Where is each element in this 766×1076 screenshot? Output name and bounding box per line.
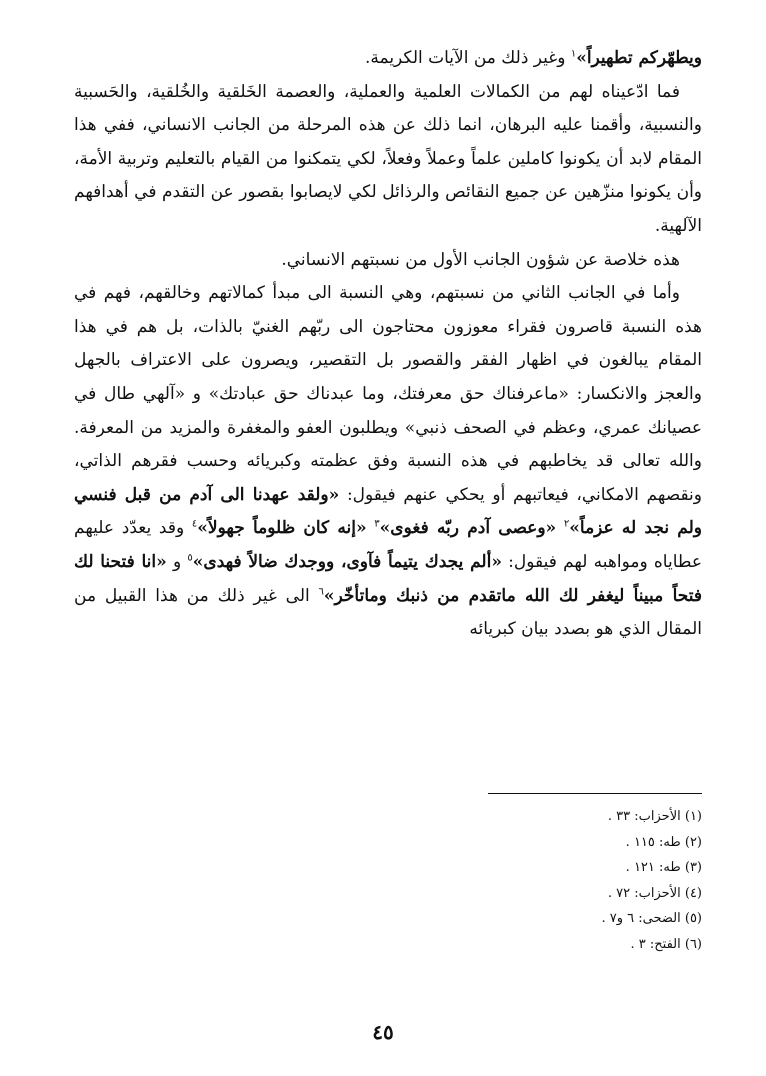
footnote-1: (١) الأحزاب: ٣٣ . [607,809,702,824]
paragraph [74,42,702,76]
quoted-verse: «انا فتحنا لك فتحاً مبيناً ليغفر لك الله ماتقدم من ذنبك وماتأخّر» [74,551,703,606]
footnote-3: (٣) طه: ١٢١ . [625,860,702,875]
text-run: هذه خلاصة عن شؤون الجانب الأول من نسبتهم الانساني. [281,249,680,270]
footnotes-list [402,804,702,957]
paragraph [74,244,702,278]
page-body [74,42,702,647]
text-run: وأما في الجانب الثاني من نسبتهم، وهي النسبة الى مبدأ كمالاتهم وخالقهم، فهم في هذه النسبة قاصرون فقراء معوزون محتاجون الى ربّهم الغنيّ بالذات، بل هم في هذا المقام يبالغون في اظهار الفقر والقصور بل التقصير، ويصرون على الاعتراف بالجهل والعجز والانكسار: «ماعرفناك حق معرفتك، وما عبدناك حق عبادتك» و «آلهي طال في عصيانك عمري، وعظم في الصحف ذنبي» ويطلبون العفو والمغفرة والمزيد من المعرفة. والله تعالى قد يخاطبهم في هذه النسبة وفق عظمته وكبريائه وحسب فقرهم الذاتي، ونقصهم الامكاني، فيعاتبهم أو يحكي عنهم فيقول: [74,283,702,505]
footnote-ref: ٢ [563,518,570,530]
quoted-verse: «إنه كان ظلوماً جهولاً» [197,518,367,539]
paragraph [74,76,702,244]
footnote-divider [488,793,702,794]
text-run: فما ادّعيناه لهم من الكمالات العلمية والعملية، والعصمة الخَلقية والخُلقية، والحَسبية والنسبية، وأقمنا عليه البرهان، انما ذلك عن هذه المرحلة من الجانب الانساني، ففي هذا المقام لابد أن يكونوا كاملين علماً وعملاً وفعلاً، لكي يتمكنوا من القيام بالتعليم وتربية الأمة، وأن يكونوا منزّهين عن جميع النقائص والرذائل لكي لايصابوا بقصور عن التقدم في أهدافهم الآلهية. [74,81,702,236]
text-run: وقد يعدّد عليهم عطاياه ومواهبه لهم فيقول: [74,518,702,572]
footnote-ref: ٣ [374,518,380,530]
quoted-verse: «ولقد عهدنا الى آدم من قبل فنسي ولم نجد له عزماً» [74,484,703,539]
quoted-verse: ويطهّركم تطهيراً» [576,48,702,68]
text-run: و [166,551,188,572]
footnote-5: (٥) الضحى: ٦ و٧ . [601,911,702,926]
paragraph [74,277,702,647]
footnote-ref: ٤ [191,518,198,530]
page-number: ٤٥ [372,1020,394,1044]
text-run: وغير ذلك من الآيات الكريمة. [364,48,571,68]
footnote-ref: ٥ [187,552,193,564]
quoted-verse: «ألم يجدك يتيماً فآوى، ووجدك ضالاً فهدى» [192,551,502,572]
quoted-verse: «وعصى آدم ربّه فغوى» [379,518,557,539]
footnote-ref: ٦ [318,585,324,597]
text-run: الى غير ذلك من هذا القبيل من المقال الذي هو بصدد بيان كبريائه [74,585,702,640]
text-run [556,518,564,538]
footnote-ref: ١ [570,48,577,60]
footnote-4: (٤) الأحزاب: ٧٢ . [607,885,702,901]
footnote-2: (٢) طه: ١١٥ . [625,834,702,850]
footnote-6: (٦) الفتح: ٣ . [630,936,702,952]
main-text [74,42,702,647]
